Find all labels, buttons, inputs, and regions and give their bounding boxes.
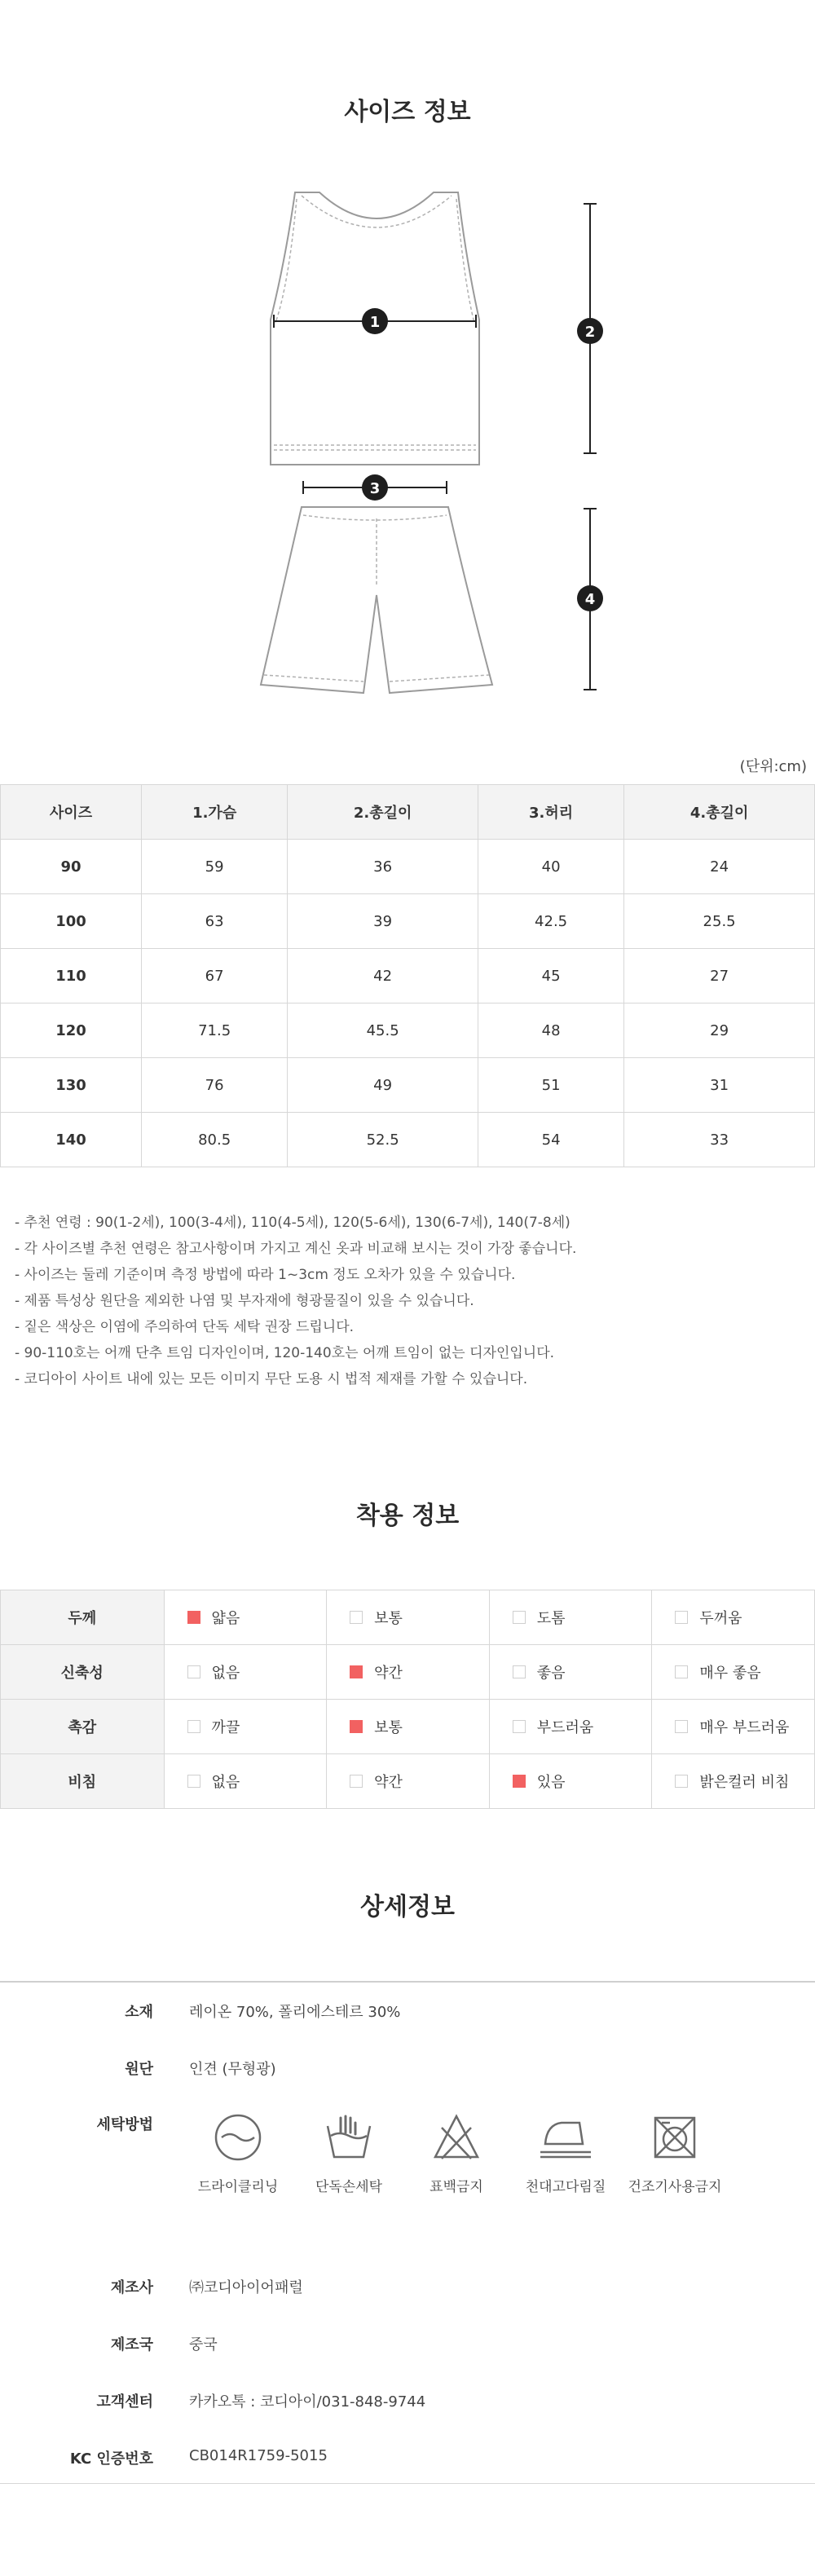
kc-label: KC 인증번호	[69, 2450, 153, 2468]
checkbox	[513, 1611, 526, 1624]
checkbox	[675, 1775, 688, 1788]
fit-row-stretch: 신축성 없음 약간 좋음 매우 좋음	[1, 1645, 815, 1700]
checkbox	[350, 1720, 363, 1733]
checkbox	[187, 1611, 200, 1624]
maker-value: ㈜코디아이어패럴	[189, 2279, 303, 2296]
svg-text:4: 4	[584, 591, 596, 608]
iron-cloth-icon	[537, 2111, 594, 2164]
note-item: - 각 사이즈별 추천 연령은 참고사항이며 가지고 계신 옷과 비교해 보시는 것이 가장 좋습니다.	[15, 1241, 577, 1257]
material-value: 레이온 70%, 폴리에스테르 30%	[189, 2004, 401, 2021]
note-item: - 사이즈는 둘레 기준이며 측정 방법에 따라 1~3cm 정도 오차가 있을 수 있습니다.	[15, 1267, 516, 1283]
notes-list	[15, 1210, 576, 1392]
checkbox	[513, 1775, 526, 1788]
table-row: 110 67 42 45 27	[1, 949, 815, 1003]
table-row: 130 76 49 51 31	[1, 1058, 815, 1113]
checkbox	[513, 1720, 526, 1733]
dry-clean-icon	[212, 2111, 264, 2164]
checkbox	[350, 1775, 363, 1788]
wash-item: 표백금지	[408, 2111, 505, 2195]
checkbox	[675, 1611, 688, 1624]
size-table-header: 사이즈 1.가슴 2.총길이 3.허리 4.총길이	[1, 785, 815, 840]
note-item: - 코디아이 사이트 내에 있는 모든 이미지 무단 도용 시 법적 제재를 가할 수 있습니다.	[15, 1371, 528, 1387]
divider	[0, 2483, 815, 2484]
svg-text:3: 3	[369, 480, 381, 497]
note-item: - 90-110호는 어깨 단추 트임 디자인이며, 120-140호는 어깨 트임이 없는 디자인입니다.	[15, 1345, 555, 1361]
customer-center-label: 고객센터	[96, 2393, 153, 2411]
size-table	[0, 784, 815, 1167]
checkbox	[675, 1665, 688, 1678]
hand-wash-icon	[323, 2111, 375, 2164]
customer-center-value: 카카오톡 : 코디아이/031-848-9744	[189, 2393, 426, 2411]
size-info-title: 사이즈 정보	[344, 98, 471, 126]
fit-row-thickness: 두께 얇음 보통 도톰 두꺼움	[1, 1590, 815, 1645]
unit-label: (단위:cm)	[739, 758, 807, 775]
table-row: 140 80.5 52.5 54 33	[1, 1113, 815, 1167]
country-value: 중국	[189, 2336, 218, 2353]
fit-row-touch: 촉감 까끌 보통 부드러움 매우 부드러움	[1, 1700, 815, 1754]
kc-value: CB014R1759-5015	[189, 2447, 328, 2464]
wash-item: 드라이클리닝	[189, 2111, 287, 2195]
detail-info-title: 상세정보	[360, 1893, 455, 1921]
checkbox	[187, 1665, 200, 1678]
wash-item: 건조기사용금지	[626, 2111, 724, 2195]
checkbox	[675, 1720, 688, 1733]
checkbox	[187, 1720, 200, 1733]
country-label: 제조국	[110, 2336, 153, 2353]
table-row: 90 59 36 40 24	[1, 840, 815, 894]
fit-table	[0, 1590, 815, 1809]
maker-label: 제조사	[110, 2279, 153, 2296]
table-row: 120 71.5 45.5 48 29	[1, 1003, 815, 1058]
checkbox	[187, 1775, 200, 1788]
wash-item: 단독손세탁	[300, 2111, 398, 2195]
fit-info-title: 착용 정보	[355, 1502, 460, 1530]
fabric-label: 원단	[125, 2061, 153, 2078]
fabric-value: 인견 (무형광)	[189, 2061, 276, 2078]
garment-illustration	[0, 163, 815, 717]
note-item: - 짙은 색상은 이염에 주의하여 단독 세탁 권장 드립니다.	[15, 1319, 355, 1335]
fit-row-sheerness: 비침 없음 약간 있음 밝은컬러 비침	[1, 1754, 815, 1809]
note-item: - 제품 특성상 원단을 제외한 나염 및 부자재에 형광물질이 있을 수 있습니다.	[15, 1293, 474, 1309]
checkbox	[513, 1665, 526, 1678]
wash-item: 천대고다림질	[517, 2111, 615, 2195]
checkbox	[350, 1665, 363, 1678]
material-label: 소재	[125, 2004, 153, 2021]
table-row: 100 63 39 42.5 25.5	[1, 894, 815, 949]
note-item: - 추천 연령 : 90(1-2세), 100(3-4세), 110(4-5세), 120(5-6세), 130(6-7세), 140(7-8세)	[15, 1215, 570, 1231]
wash-label: 세탁방법	[96, 2116, 153, 2133]
no-bleach-icon	[430, 2111, 482, 2164]
no-tumble-dry-icon	[649, 2111, 701, 2164]
checkbox	[350, 1611, 363, 1624]
svg-text:1: 1	[369, 314, 381, 331]
svg-text:2: 2	[584, 324, 596, 341]
divider	[0, 1981, 815, 1983]
